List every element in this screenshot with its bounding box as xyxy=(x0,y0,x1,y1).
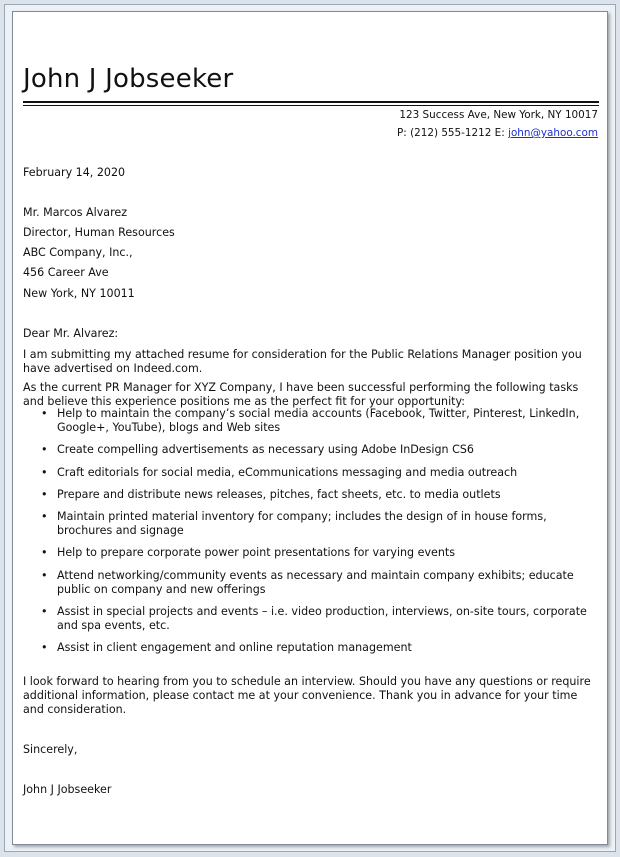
recipient-company: ABC Company, Inc., xyxy=(23,246,133,259)
bullet-icon: • xyxy=(41,407,48,420)
bullet-icon: • xyxy=(41,641,48,654)
bullet-icon: • xyxy=(41,487,48,501)
list-item xyxy=(23,546,601,560)
phone-number: (212) 555-1212 xyxy=(410,127,492,139)
list-item xyxy=(23,605,601,633)
document-frame xyxy=(4,4,616,852)
list-item xyxy=(23,443,601,457)
closing-paragraph: I look forward to hearing from you to schedule an interview. Should you have any questions or require additional information, please contact me at your convenience. Thank you in advance for your time and consideration. xyxy=(23,675,591,716)
list-item-text: Attend networking/community events as necessary and maintain company exhibits; educate public on company and new offerings xyxy=(57,568,574,596)
bullet-icon: • xyxy=(41,546,48,560)
header-rule-thick xyxy=(23,101,599,103)
sender-contact-line xyxy=(397,127,598,139)
list-item-text: Create compelling advertisements as necessary using Adobe InDesign CS6 xyxy=(57,443,474,457)
phone-label: P: xyxy=(396,127,407,139)
list-item xyxy=(23,569,601,597)
letter-page xyxy=(12,11,608,845)
recipient-title: Director, Human Resources xyxy=(23,226,175,239)
signature-name: John J Jobseeker xyxy=(23,783,112,796)
header-rule-thin xyxy=(23,105,599,106)
letter-date: February 14, 2020 xyxy=(23,166,126,179)
list-item-text: Maintain printed material inventory for company; includes the design of in house forms, brochures and signage xyxy=(57,510,547,537)
bullet-icon: • xyxy=(41,443,48,457)
list-item-text: Help to maintain the company’s social media accounts (Facebook, Twitter, Pinterest, LinkedIn, Google+, YouTube), blogs and Web sites xyxy=(57,407,580,434)
salutation: Dear Mr. Alvarez: xyxy=(23,327,119,340)
list-item-text: Assist in special projects and events – i.e. video production, interviews, on-site tours, corporate and spa events, etc. xyxy=(57,604,587,632)
list-item-text: Craft editorials for social media, eCommunications messaging and media outreach xyxy=(57,465,518,479)
list-item xyxy=(23,641,601,655)
bullet-icon: • xyxy=(41,568,48,582)
list-item xyxy=(23,407,601,435)
list-item xyxy=(23,466,601,480)
intro-paragraph: I am submitting my attached resume for consideration for the Public Relations Manager position you have advertised on Indeed.com. xyxy=(23,348,582,375)
bullet-icon: • xyxy=(41,465,48,479)
experience-paragraph: As the current PR Manager for XYZ Company, I have been successful performing the following tasks and believe this experience positions me as the perfect fit for your opportunity: xyxy=(23,381,579,408)
sender-address: 123 Success Ave, New York, NY 10017 xyxy=(399,109,598,121)
list-item xyxy=(23,510,601,538)
recipient-name: Mr. Marcos Alvarez xyxy=(23,206,128,219)
email-link[interactable]: john@yahoo.com xyxy=(508,127,598,139)
signoff: Sincerely, xyxy=(23,743,78,756)
bullet-icon: • xyxy=(41,510,48,524)
task-list xyxy=(23,407,601,663)
recipient-street: 456 Career Ave xyxy=(23,266,109,279)
list-item-text: Help to prepare corporate power point presentations for varying events xyxy=(57,546,455,560)
email-label: E: xyxy=(494,127,505,139)
bullet-icon: • xyxy=(41,604,48,618)
sender-name-heading: John J Jobseeker xyxy=(23,64,234,94)
list-item-text: Prepare and distribute news releases, pitches, fact sheets, etc. to media outlets xyxy=(57,487,501,501)
list-item-text: Assist in client engagement and online reputation management xyxy=(57,641,412,654)
recipient-city: New York, NY 10011 xyxy=(23,287,135,300)
list-item xyxy=(23,488,601,502)
